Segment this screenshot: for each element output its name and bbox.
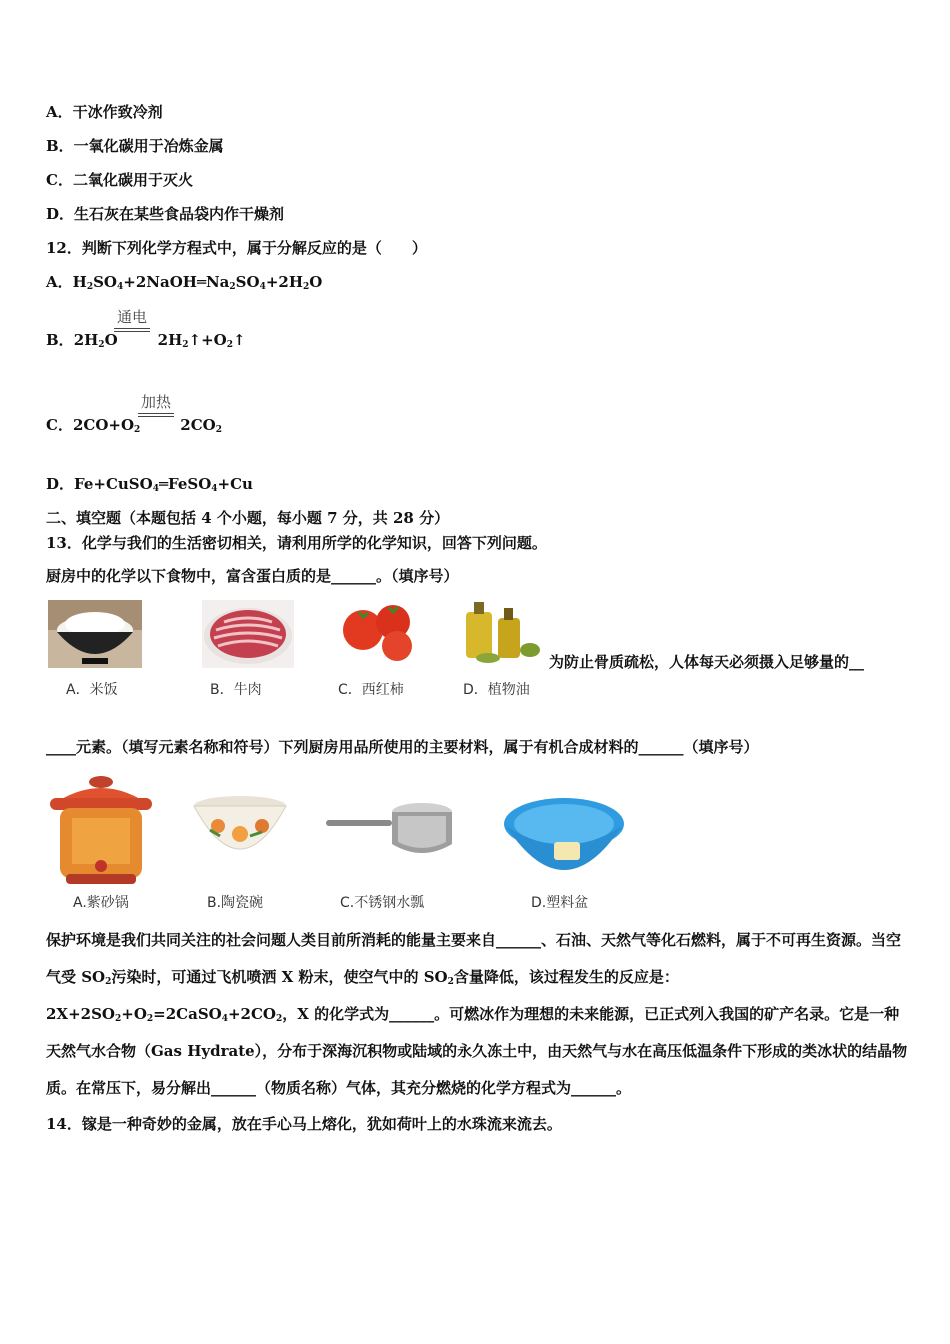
q11-option-a: A．干冰作致冷剂 — [46, 103, 163, 121]
tomato-image — [337, 600, 423, 664]
steel-ladle-image — [324, 796, 456, 862]
q12-b-condition — [114, 306, 150, 332]
q11-option-c: C．二氧化碳用于灭火 — [46, 171, 193, 189]
q12-c-condition-text: 加热 — [140, 393, 171, 411]
q12-option-a-label: A． — [46, 273, 73, 291]
utensil-caption-c: C.不锈钢水瓢 — [340, 895, 425, 911]
env-text-3: 含量降低，该过程发生的反应是： — [453, 968, 679, 986]
q12-option-c-label: C． — [46, 416, 73, 434]
q12-stem: 12．判断下列化学方程式中，属于分解反应的是（ ） — [46, 239, 427, 257]
food-caption-d: D．植物油 — [463, 682, 530, 698]
q13-environment-paragraph: 保护环境是我们共同关注的社会问题人类目前所消耗的能量主要来自______、石油、天然气等化石燃料，属于不可再生资源。当空气受 $SO_2$污染时，可通过飞机喷洒 X 粉末，使空气中的 $SO_2$含量降低，该过程发生的反应是： $2X+2SO_2+O_2=2CaSO_4+2CO_2$，X 的化学式为______。可燃冰作为理想的未来能源，已正式列入我国的矿产名录。它是一种天然气水合物（Gas Hydrate），分布于深海沉积物或陆域的永久冻土中，由天然气与水在高压低温条件下形成的类冰状的结晶物质。在常压下，易分解出______（物质名称）气体，其充分燃烧的化学方程式为______。 — [46, 931, 908, 1097]
utensil-caption-d: D.塑料盆 — [531, 895, 589, 911]
q11-option-b: B．一氧化碳用于冶炼金属 — [46, 137, 224, 155]
q12-option-c: C．$2CO+O_2$ $2CO_2$ — [46, 416, 223, 435]
beef-image — [202, 600, 294, 668]
rice-bowl-image — [48, 600, 142, 668]
q12-option-d: D．Fe+CuSO$_4$═FeSO$_4$+Cu — [46, 475, 253, 494]
food-caption-c: C．西红柿 — [338, 682, 404, 698]
utensil-caption-a: A.紫砂锅 — [73, 895, 129, 911]
env-text-4: ，X 的化学式为______。可燃冰作为理想的未来能源，已正式列入我国的矿产名录。它是一种天然气水合物（Gas Hydrate），分布于深海沉积物或陆域的永久冻土中，由天然气与水在高压低温条件下形成的类冰状的结晶物质。在常压下，易分解出______（物质名称）气体，其充分燃烧的化学方程式为______。 — [46, 1005, 908, 1097]
q13-bone-text: 为防止骨质疏松，人体每天必须摄入足够量的__ — [549, 653, 865, 671]
q12-option-b-label: B． — [46, 331, 74, 349]
q14-stem: 14．镓是一种奇妙的金属，放在手心马上熔化，犹如荷叶上的水珠流来流去。 — [46, 1115, 562, 1133]
env-text-1: 保护环境是我们共同关注的社会问题人类目前所消耗的能量主要来自______、石油、天然气等化石燃料，属于不可再生资源。当空气受 SO — [46, 931, 902, 986]
utensil-caption-b: B.陶瓷碗 — [207, 895, 264, 911]
q13-element-line: ____元素。（填写元素名称和符号）下列厨房用品所使用的主要材料，属于有机合成材料的______（填序号） — [46, 738, 759, 756]
q12-c-condition — [138, 391, 174, 417]
ceramic-bowl-image — [190, 792, 290, 864]
clay-pot-image — [46, 770, 156, 888]
q12-option-a: A．$H_2SO_4+2NaOH═Na_2SO_4+2H_2O$ — [46, 273, 323, 292]
q11-option-d: D．生石灰在某些食品袋内作干燥剂 — [46, 205, 285, 223]
food-caption-a: A．米饭 — [66, 682, 118, 698]
plastic-basin-image — [502, 794, 626, 880]
q12-option-b: B．$2H_2O$ $2H_2↑+O_2↑$ — [46, 331, 246, 350]
q12-b-condition-text: 通电 — [116, 308, 147, 326]
q13-food-prompt: 厨房中的化学以下食物中，富含蛋白质的是______。（填序号） — [46, 567, 459, 585]
q13-stem: 13．化学与我们的生活密切相关，请利用所学的化学知识，回答下列问题。 — [46, 534, 547, 552]
section-2-title: 二、填空题（本题包括 4 个小题，每小题 7 分，共 28 分） — [46, 509, 450, 527]
oil-bottle-image — [460, 598, 542, 664]
q12-option-d-label: D． — [46, 475, 75, 493]
food-caption-b: B．牛肉 — [210, 682, 262, 698]
env-text-2: 污染时，可通过飞机喷洒 X 粉末，使空气中的 SO — [111, 968, 448, 986]
